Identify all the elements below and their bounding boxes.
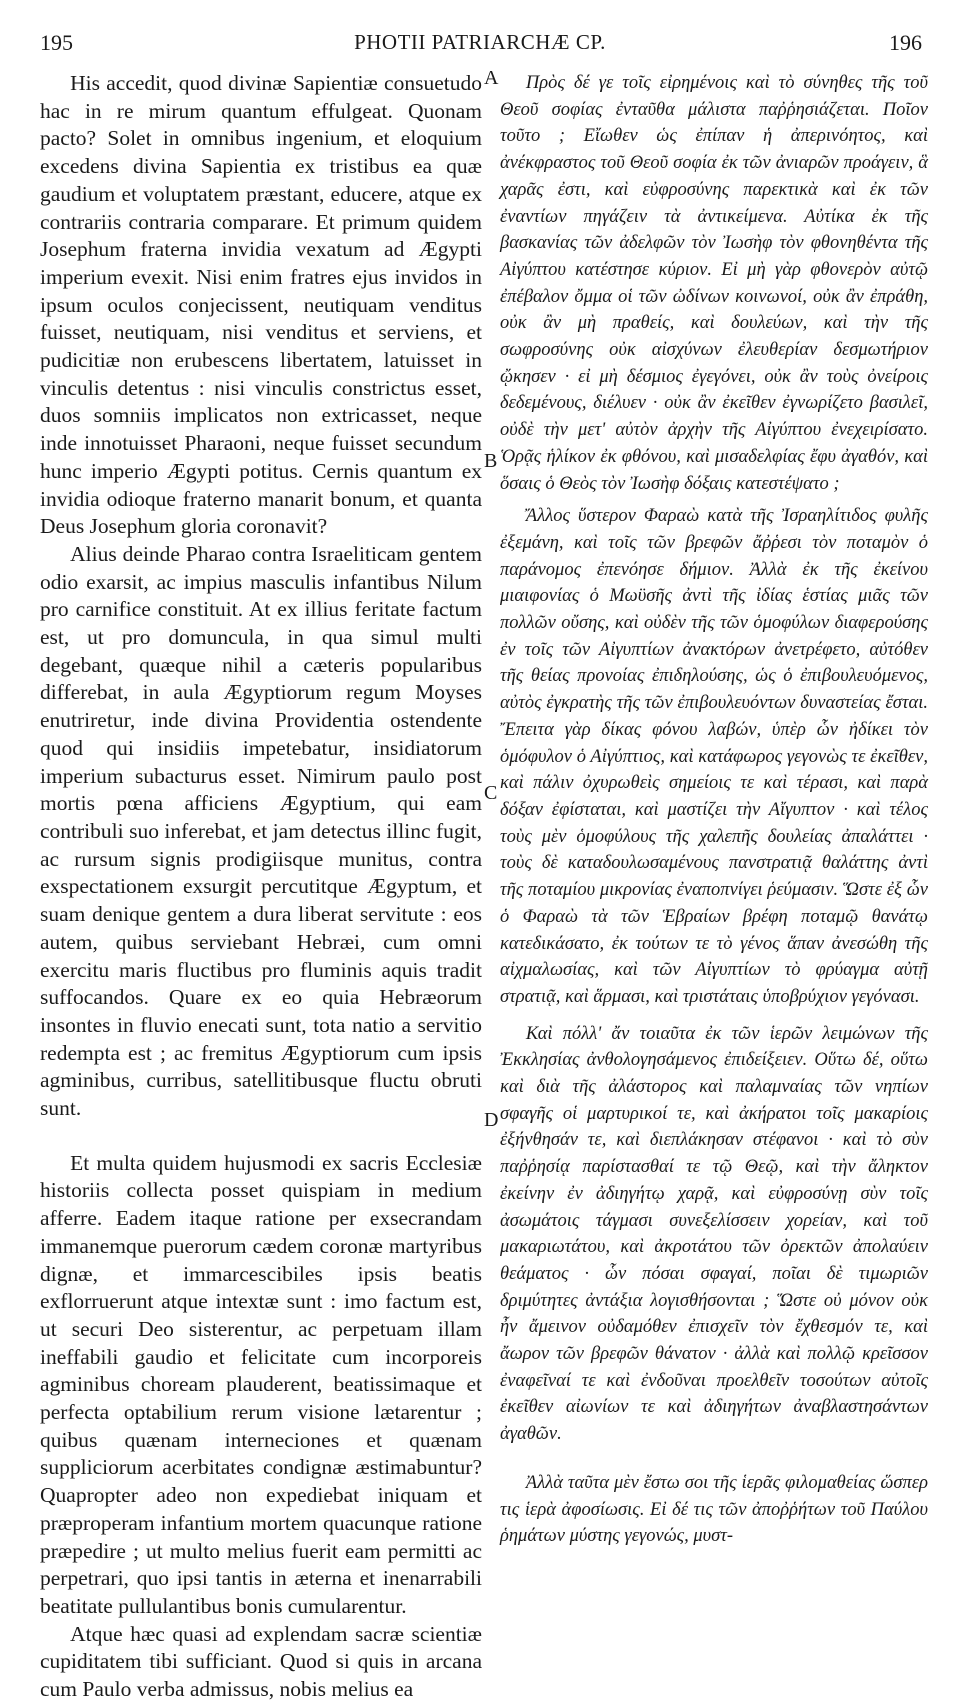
latin-paragraph-3: Et multa quidem hujusmodi ex sacris Ecclesiæ historiis collecta posset quispiam in medium afferre. Eadem itaque ratione per exsecrandam immanemque puerorum cædem coronæ martyribus dignæ, et immarcescibiles ipsis beatis exflorruerunt atque intextæ sunt : imo factum est, ut securi Deo sisterentur, ac perpetuam illam ineffabili gaudio et felicitate cum incorporeis agminibus choream plauderent, beatissimaque et perfecta optabilium rerum visione lætarentur ; quibus quænam interneciones et quænam suppliciorum acerbitates condignæ æstimabuntur? Quapropter adeo non expediebat iniquam et præproperam infantium mortem quacunque ratione præpedire ; ut multo melius fuerit eam permitti ac perpetrari, quo ipsi tantis in æterna et inenarrabili beatitate pullulantibus bonis cumularentur. xyxy=(40,1150,482,1618)
running-title: PHOTII PATRIARCHÆ CP. xyxy=(354,30,606,54)
latin-paragraph-4: Atque hæc quasi ad explendam sacræ scientiæ cupiditatem tibi sufficiant. Quod si quis in arcana cum Paulo verba admissus, nobis melius ea xyxy=(40,1621,482,1702)
page-number-left: 195 xyxy=(40,30,73,55)
greek-column xyxy=(500,70,928,1550)
margin-marker-c: C xyxy=(484,782,498,804)
page-header xyxy=(0,30,960,70)
latin-column xyxy=(40,70,482,1704)
latin-paragraph-1: His accedit, quod divinæ Sapientiæ consuetudo hac in re mirum quantum effulgeat. Quonam pacto? Solet in omnibus ingenium, et eloquium excedens divina Sapientia ex tristibus ea quæ gaudium et voluptatem præstant, educere, atque ex contrariis contraria comparare. Et primum quidem Josephum fraterna invidia vexatum ad Ægypti imperium evexit. Nisi enim fratres ejus invidos in ipsum oculos conjecissent, neutiquam venditus fuisset, neutiquam, nisi venditus et serviens, et pudicitiæ non erubescens libertatem, latuisset in vinculis detentus : nisi vinculis constrictus esset, duos somniis implicatos non extricasset, neque inde innotuisset Pharaoni, neque fuisset secundum hunc imperio Ægypti potitus. Cernis quantum ex invidia odioque fraterno manarit bonum, et quanta Deus Josephum gloria coronavit? xyxy=(40,71,482,539)
latin-paragraph-2: Alius deinde Pharao contra Israeliticam gentem odio exarsit, ac impius masculis infantibus Nilum pro carnifice constituit. At ex illius feritate factum est, ut pro domuncula, in qua simul multi degebant, quæque nihil a cæteris popularibus differebat, in aula Ægyptiorum regum Moyses enutriretur, inde divina Providentia ostendente quod qui insidiis impetebatur, insidiatorum imperium subacturus esset. Nimirum paulo post mortis pœna afficiens Ægyptium, qui eam contribuli suo inferebat, et jam detectus illinc fugit, ac rursum signis prodigiisque munitus, contra exspectationem exsurgit percutitque Ægyptum, et suam denique gentem a dura liberat servitute : eos autem, quibus serviebant Hebræi, cum omni exercitu maris fluctibus pro fluminis aquis tradit suffocandos. Quare ex eo quia Hebræorum insontes in fluvio enecati sunt, tota natio a servitio redempta est ; ac fremitus Ægyptiorum cum ipsis agminibus, curribus, satellitibusque fluctu obruti sunt. xyxy=(40,541,482,1121)
greek-paragraph-2: Ἄλλος ὕστερον Φαραὼ κατὰ τῆς Ἰσραηλίτιδος φυλῆς ἐξεμάνη, καὶ τοῖς τῶν βρεφῶν ἄῤῥεσι τὸν ποταμὸν ὁ παράνομος ἐπενόησε δήμιον. Ἀλλὰ ἐκ τῆς ἐκείνου μιαιφονίας ὁ Μωϋσῆς ἀντὶ τῆς ἰδίας ἑστίας μιᾶς τῶν πολλῶν οὔσης, καὶ οὐδὲν τῆς τῶν ὁμοφύλων διαφερούσης ἐν τοῖς τῶν Αἰγυπτίων ἀνακτόρων ἀνετρέφετο, αὐτόθεν τῆς θείας προνοίας ἐπιδηλούσης, ὡς ὁ ἐπιβουλευόμενος, αὐτὸς ἐγκρατὴς τῆς τῶν ἐπιβουλευόντων δυναστείας ἔσται. Ἔπειτα γὰρ δίκας φόνου λαβών, ὑπὲρ ὧν ἠδίκει τὸν ὁμόφυλον ὁ Αἰγύπτιος, καὶ κατάφωρος γεγονὼς τε ἐκεῖθεν, καὶ πάλιν ὀχυρωθεὶς σημείοις τε καὶ τέρασι, καὶ παρὰ δόξαν ἐφίσταται, καὶ μαστίζει τὴν Αἴγυπτον · καὶ τέλος τοὺς μὲν ὁμοφύλους τῆς χαλεπῆς δουλείας ἀπαλάττει · τοὺς δὲ καταδουλωσαμένους πανστρατιᾷ θαλάττης ἀντὶ τῆς ποταμίου μικρονίας ἐναποπνίγει ῥεύμασιν. Ὥστε ἐξ ὧν ὁ Φαραὼ τὰ τῶν Ἑβραίων βρέφη ποταμῷ θανάτῳ κατεδικάσατο, ἐκ τούτων τε τὸ γένος ἅπαν ἀνεσώθη τῆς αἰχμαλωσίας, καὶ τῶν Αἰγυπτίων τὸ φρύαγμα αὐτῇ στρατιᾷ, καὶ ἅρμασι, καὶ τριστάταις ὑποβρύχιον γεγόνασι. xyxy=(500,506,928,1007)
margin-marker-d: D xyxy=(484,1109,499,1131)
greek-paragraph-1: Πρὸς δέ γε τοῖς εἰρημένοις καὶ τὸ σύνηθες τῆς τοῦ Θεοῦ σοφίας ἐνταῦθα μάλιστα παῤῥησιάζεται. Ποῖον τοῦτο ; Εἴωθεν ὡς ἐπίπαν ἡ ἀπερινόητος, καὶ ἀνέκφραστος τοῦ Θεοῦ σοφία ἐκ τῶν ἀνιαρῶν προάγειν, ἃ χαρᾶς ἐστι, καὶ εὐφροσύνης παρεκτικὰ καὶ ἐκ τῶν ἐναντίων πηγάζειν τὰ ἀντικείμενα. Αὐτίκα ἐκ τῆς βασκανίας τῶν ἀδελφῶν τὸν Ἰωσὴφ τὸν φθονηθέντα τῆς Αἰγύπτου κατέστησε κύριον. Εἰ μὴ γὰρ φθονερὸν αὐτῷ ἐπέβαλον ὄμμα οἱ τῶν ὠδίνων κοινωνοί, οὐκ ἂν ἐπράθη, οὐκ ἂν μὴ πραθείς, καὶ δουλεύων, καὶ τὴν τῆς σωφροσύνης οὐκ αἰσχύνων ἐλευθερίαν δεσμωτήριον ᾤκησεν · εἰ μὴ δέσμιος ἐγεγόνει, οὐκ ἂν τοὺς ὀνείροις δεδεμένους, διέλυεν · οὐκ ἂν ἐκεῖθεν ἐγνωρίζετο βασιλεῖ, οὐδὲ τὴν μετ' αὐτὸν ἀρχὴν τῆς Αἰγύπτου ἐνεχειρίσατο. Ὁρᾷς ἡλίκον ἐκ φθόνου, καὶ μισαδελφίας ἔφυ ἀγαθόν, καὶ ὅσαις ὁ Θεὸς τὸν Ἰωσὴφ δόξαις κατεστέψατο ; xyxy=(500,73,928,494)
margin-marker-a: A xyxy=(484,67,499,89)
page-number-right: 196 xyxy=(889,30,922,55)
margin-marker-b: B xyxy=(484,450,498,472)
greek-paragraph-3: Καὶ πόλλ' ἄν τοιαῦτα ἐκ τῶν ἱερῶν λειμώνων τῆς Ἐκκλησίας ἀνθολογησάμενος ἐπιδείξειεν. Οὕτω δέ, οὕτω καὶ διὰ τῆς ἀλάστορος καὶ παλαμναίας τῶν νηπίων σφαγῆς οἱ μαρτυρικοί τε, καὶ ἀκήρατοι τοῖς μακαρίοις ἐξήνθησάν τε, καὶ διεπλάκησαν στέφανοι · καὶ τὸ σὺν παῤῥησίᾳ παρίστασθαί τε τῷ Θεῷ, καὶ τὴν ἄληκτον ἐκείνην ἐν ἀδιηγήτῳ χαρᾷ, καὶ εὐφροσύνῃ σὺν τοῖς ἀσωμάτοις τάγμασι συνεξελίσσειν χορείαν, καὶ τοῦ μακαριωτάτου, καὶ ἀκροτάτου τῶν ὀρεκτῶν ἀπολαύειν θεάματος · ὧν πόσαι σφαγαί, ποῖαι δὲ τιμωριῶν δριμύτητες ἀντάξια λογισθήσονται ; Ὥστε οὐ μόνον οὐκ ἦν ἄμεινον οὐδαμόθεν ἐπισχεῖν τὸν ἔχθεσμόν τε, καὶ ἄωρον τῶν βρεφῶν θάνατον · ἀλλὰ καὶ πολλῷ κρεῖσσον ἐναφεῖναί τε καὶ ἐνδοῦναι προελθεῖν τοσούτων αὐτοῖς ἐκεῖθεν αἰωνίων τε καὶ ἀδιηγήτων ἀναβλαστησάντων ἀγαθῶν. xyxy=(500,1023,928,1445)
greek-paragraph-4: Ἀλλὰ ταῦτα μὲν ἔστω σοι τῆς ἱερᾶς φιλομαθείας ὥσπερ τις ἱερὰ ἀφοσίωσις. Εἰ δέ τις τῶν ἀποῤῥήτων τοῦ Παύλου ῥημάτων μύστης γεγονώς, μυστ- xyxy=(500,1472,928,1547)
